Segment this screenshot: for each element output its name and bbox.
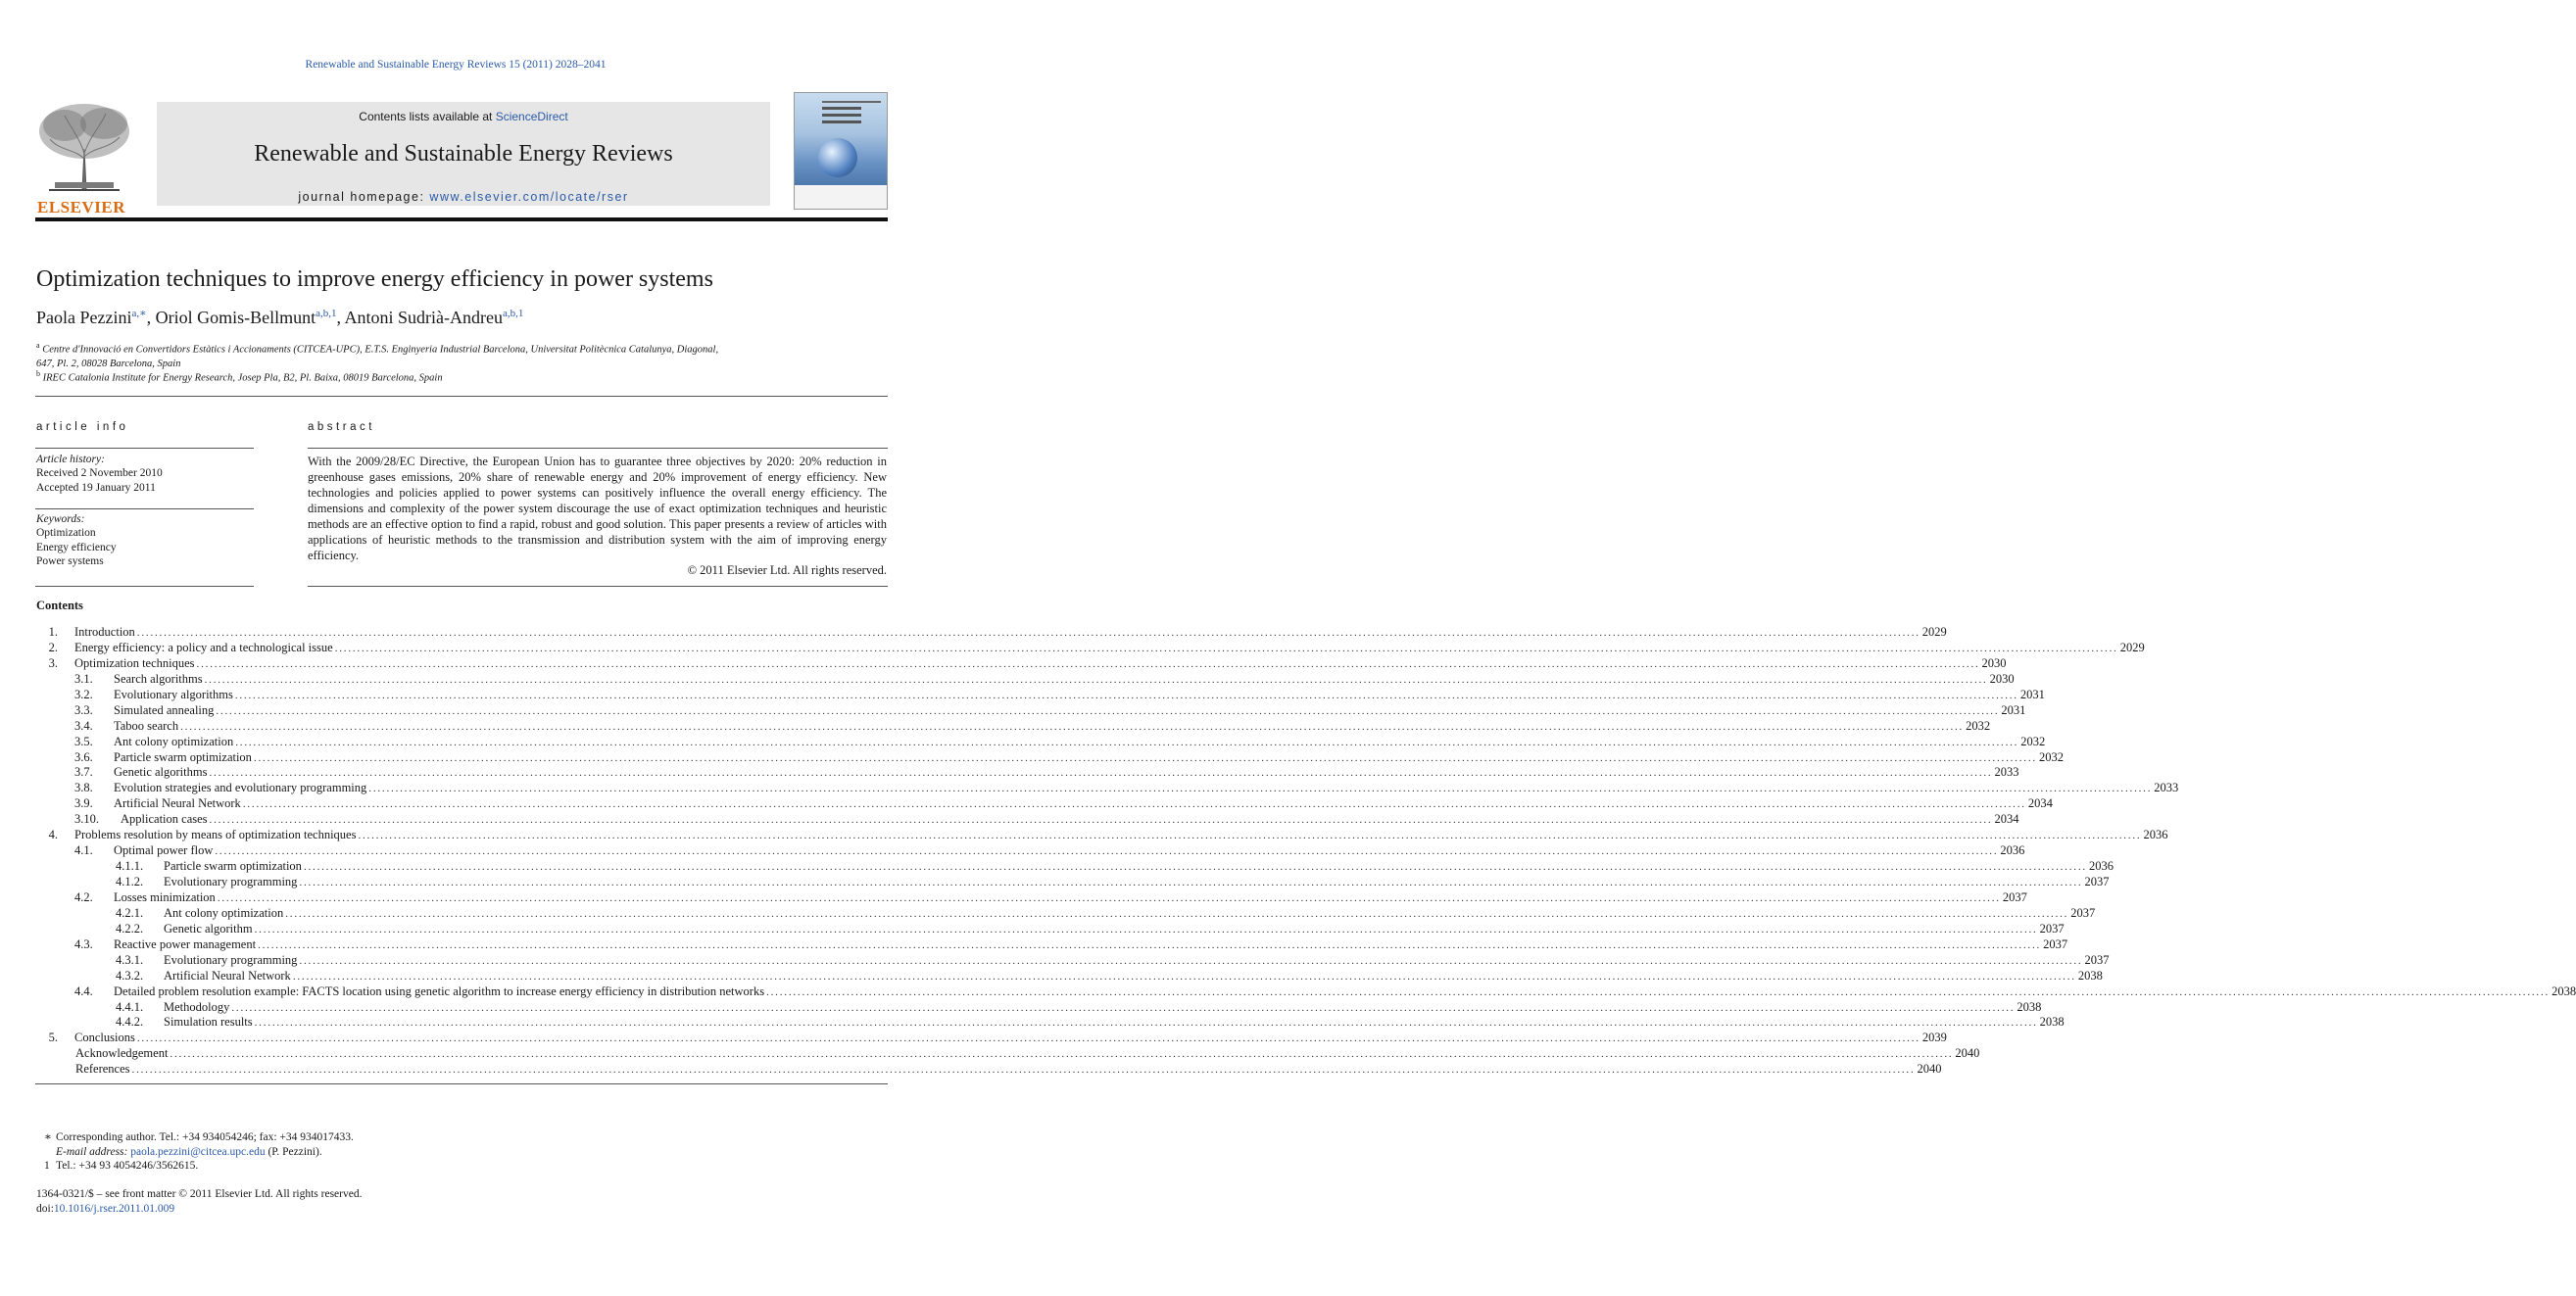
toc-number: 4.4. [74, 984, 93, 998]
toc-leader-dots: ................................................................................................................................................................................................................................................................................................................................................................................................................ [285, 907, 2069, 920]
toc-number: 3.9. [74, 796, 93, 811]
toc-line [114, 749, 2064, 767]
toc-leader-dots: ................................................................................................................................................................................................................................................................................................................................................................................................................ [254, 1017, 2038, 1030]
toc-line [114, 889, 2027, 907]
toc-entry[interactable] [35, 828, 2168, 843]
toc-line [114, 702, 2026, 720]
toc-entry[interactable] [35, 859, 2114, 875]
author-name[interactable]: Paola Pezzini [36, 308, 132, 327]
toc-entry[interactable] [35, 1015, 2065, 1031]
doi-line [36, 1202, 889, 1217]
toc-page-number[interactable]: 2031 [2001, 702, 2026, 717]
toc-number: 3.1. [74, 671, 93, 686]
abstract-text: With the 2009/28/EC Directive, the European Union has to guarantee three objectives by 2020: 20% reduction in greenhouse gases emissions, 20% share of renewable energy and 20% improvement of energy efficiency. New technologies and policies applied to power systems can positively influence the overall energy efficiency. The dimensions and complexity of the power system discourage the use of exact optimization techniques and heuristic methods are an effective option to find a rapid, robust and good solution. This paper presents a review of articles with applications of heuristic methods to the transmission and distribution system with the aim of improving energy efficiency. [308, 455, 887, 562]
article-info-divider [35, 448, 254, 449]
toc-leader-dots: ................................................................................................................................................................................................................................................................................................................................................................................................................ [253, 751, 2037, 764]
toc-leader-dots: ................................................................................................................................................................................................................................................................................................................................................................................................................ [358, 830, 2142, 842]
toc-line [114, 936, 2068, 954]
toc-entry[interactable] [35, 781, 2179, 796]
toc-line [114, 671, 2015, 689]
abstract-divider [308, 448, 888, 449]
toc-page-number[interactable]: 2036 [2143, 828, 2168, 842]
toc-entry[interactable] [35, 999, 2042, 1016]
toc-page-number[interactable]: 2037 [2070, 905, 2096, 920]
abstract-heading: abstract [308, 421, 375, 433]
toc-label[interactable]: Acknowledgement [75, 1046, 169, 1061]
toc-leader-dots: ................................................................................................................................................................................................................................................................................................................................................................................................................ [231, 1001, 2016, 1014]
toc-page-number[interactable]: 2038 [2077, 968, 2103, 983]
homepage-prefix: journal homepage: [298, 190, 430, 204]
journal-cover-thumbnail[interactable] [794, 92, 888, 210]
toc-line [74, 655, 2007, 673]
toc-label[interactable]: Ant colony optimization [114, 734, 234, 748]
cover-title-mark [822, 101, 881, 132]
toc-label[interactable]: Ant colony optimization [164, 905, 284, 920]
toc-page-number[interactable]: 2033 [2154, 781, 2179, 795]
toc-line [74, 640, 2145, 657]
affiliation-mark: a [36, 341, 40, 350]
author-name[interactable]: Antoni Sudrià-Andreu [344, 308, 503, 327]
toc-entry[interactable] [35, 625, 1947, 641]
toc-entry[interactable] [35, 655, 2007, 672]
toc-label[interactable]: Conclusions [74, 1031, 135, 1045]
footnote-mark: ∗ [44, 1131, 52, 1143]
footnote-mark: 1 [44, 1160, 50, 1172]
toc-entry[interactable] [35, 1046, 1980, 1062]
email-note [36, 1145, 889, 1160]
journal-homepage-line [157, 190, 770, 204]
article-title: Optimization techniques to improve energy efficiency in power systems [36, 266, 713, 292]
toc-leader-dots: ................................................................................................................................................................................................................................................................................................................................................................................................................ [368, 783, 2153, 795]
toc-entry[interactable] [35, 905, 2096, 922]
toc-leader-dots: ................................................................................................................................................................................................................................................................................................................................................................................................................ [299, 877, 2083, 888]
toc-number: 4.3.1. [116, 952, 144, 967]
author-separator: , [336, 308, 345, 327]
toc-number: 3. [48, 655, 58, 670]
article-history-label: Article history: [36, 454, 105, 465]
toc-number: 4.1.1. [116, 859, 144, 874]
toc-entry[interactable] [35, 765, 2019, 781]
toc-entry[interactable] [35, 968, 2103, 984]
toc-label[interactable]: Particle swarm optimization [164, 859, 302, 874]
toc-entry[interactable] [35, 812, 2019, 828]
toc-page-number[interactable]: 2036 [2000, 843, 2025, 858]
toc-page-number[interactable]: 2033 [1994, 765, 2019, 780]
contents-heading: Contents [36, 599, 83, 612]
article-history [36, 453, 254, 495]
keyword: Optimization [36, 527, 96, 540]
toc-label[interactable]: Energy efficiency: a policy and a technological issue [74, 640, 333, 654]
cover-footer [795, 185, 887, 209]
toc-page-number[interactable]: 2034 [2027, 796, 2053, 811]
toc-label[interactable]: Detailed problem resolution example: FACTS location using genetic algorithm to increase energy efficiency in distribution networks [114, 984, 765, 998]
toc-number: 3.6. [74, 749, 93, 764]
toc-page-number[interactable]: 2037 [2084, 875, 2110, 888]
toc-label[interactable]: Simulation results [164, 1015, 253, 1030]
toc-page-number[interactable]: 2037 [2039, 921, 2065, 936]
footnote-1 [36, 1159, 889, 1174]
toc-label[interactable]: Optimal power flow [114, 843, 214, 858]
affiliation-text: IREC Catalonia Institute for Energy Research, Josep Pla, B2, Pl. Baixa, 08019 Barcelona, Spain [42, 372, 443, 384]
toc-label[interactable]: Reactive power management [114, 936, 257, 951]
toc-page-number[interactable]: 2029 [2119, 640, 2145, 654]
email-link[interactable]: paola.pezzini@citcea.upc.edu [130, 1145, 266, 1158]
toc-leader-dots: ................................................................................................................................................................................................................................................................................................................................................................................................................ [334, 642, 2118, 654]
toc-number: 4.3. [74, 936, 93, 951]
toc-leader-dots: ................................................................................................................................................................................................................................................................................................................................................................................................................ [254, 923, 2038, 936]
toc-label[interactable]: Search algorithms [114, 671, 203, 686]
keywords [36, 512, 254, 568]
toc-line [114, 984, 2576, 1001]
email-suffix: (P. Pezzini). [265, 1145, 322, 1158]
toc-page-number[interactable]: 2032 [2038, 749, 2064, 764]
toc-number: 3.3. [74, 702, 93, 717]
toc-page-number[interactable]: 2030 [1981, 655, 2007, 670]
toc-leader-dots: ................................................................................................................................................................................................................................................................................................................................................................................................................ [215, 845, 1999, 858]
toc-number: 4.1.2. [116, 875, 144, 888]
toc-label[interactable]: Genetic algorithm [164, 921, 253, 936]
toc-entry[interactable] [35, 875, 2110, 890]
article-info-heading: article info [36, 421, 129, 433]
toc-leader-dots: ................................................................................................................................................................................................................................................................................................................................................................................................................ [170, 1048, 1954, 1061]
toc-leader-dots: ................................................................................................................................................................................................................................................................................................................................................................................................................ [136, 1032, 1920, 1045]
toc-line [164, 875, 2110, 891]
toc-line [114, 843, 2025, 860]
toc-label[interactable]: Evolutionary programming [164, 952, 298, 967]
toc-number: 3.2. [74, 687, 93, 701]
toc-leader-dots: ................................................................................................................................................................................................................................................................................................................................................................................................................ [136, 627, 1920, 639]
publisher-name: ELSEVIER [37, 198, 125, 216]
toc-line [74, 1031, 1947, 1047]
toc-line [164, 999, 2042, 1017]
toc-entry[interactable] [35, 952, 2110, 969]
toc-leader-dots: ................................................................................................................................................................................................................................................................................................................................................................................................................ [303, 861, 2087, 874]
toc-page-number[interactable]: 2036 [2088, 859, 2114, 874]
journal-citation[interactable]: Renewable and Sustainable Energy Reviews 15 (2011) 2028–2041 [305, 59, 607, 71]
toc-line [74, 625, 1947, 642]
toc-line [114, 781, 2179, 797]
toc-entry[interactable] [35, 936, 2068, 953]
toc-line [114, 718, 1991, 736]
toc-label[interactable]: Application cases [121, 812, 208, 827]
doi-label: doi: [36, 1203, 54, 1215]
toc-label[interactable]: Problems resolution by means of optimization techniques [74, 828, 357, 842]
toc-line [114, 734, 2046, 751]
toc-number: 4.2.2. [116, 921, 144, 936]
toc-line [164, 968, 2103, 985]
toc-entry[interactable] [35, 796, 2053, 812]
toc-page-number[interactable]: 2040 [1955, 1046, 1980, 1061]
toc-entry[interactable] [35, 889, 2027, 906]
toc-entry[interactable] [35, 1062, 1942, 1078]
author-name[interactable]: Oriol Gomis-Bellmunt [155, 308, 316, 327]
toc-line [74, 828, 2168, 844]
toc-entry[interactable] [35, 843, 2025, 859]
author-separator: , [146, 308, 156, 327]
tree-icon [35, 100, 133, 194]
toc-leader-dots: ................................................................................................................................................................................................................................................................................................................................................................................................................ [292, 970, 2076, 983]
toc-page-number[interactable]: 2038 [2552, 984, 2576, 998]
masthead-divider [35, 217, 888, 221]
affiliation-text: 647, Pl. 2, 08028 Barcelona, Spain [36, 359, 181, 369]
author-list [36, 307, 889, 328]
toc-label[interactable]: Artificial Neural Network [164, 968, 291, 983]
toc-page-number[interactable]: 2039 [1921, 1031, 1947, 1045]
toc-entry[interactable] [35, 640, 2145, 656]
toc-number: 4.4.2. [116, 1015, 144, 1030]
toc-line [114, 796, 2053, 813]
abstract-copyright: © 2011 Elsevier Ltd. All rights reserved. [687, 563, 887, 577]
elsevier-tree-logo [35, 100, 133, 214]
toc-page-number[interactable]: 2032 [2020, 734, 2046, 748]
author-affiliation-mark[interactable]: a,b,1 [316, 308, 337, 319]
toc-number: 4.2.1. [116, 905, 144, 920]
toc-number: 1. [48, 625, 58, 639]
toc-page-number[interactable]: 2029 [1921, 625, 1947, 639]
toc-label[interactable]: Evolutionary programming [164, 875, 298, 888]
toc-page-number[interactable]: 2030 [1989, 671, 2015, 686]
toc-line [164, 859, 2114, 876]
toc-leader-dots: ................................................................................................................................................................................................................................................................................................................................................................................................................ [234, 689, 2018, 701]
toc-number: 3.10. [74, 812, 99, 827]
toc-line [114, 687, 2045, 704]
globe-icon [818, 138, 857, 177]
toc-leader-dots: ................................................................................................................................................................................................................................................................................................................................................................................................................ [217, 891, 2001, 904]
toc-number: 4.1. [74, 843, 93, 858]
affiliation-b [36, 367, 889, 386]
toc-leader-dots: ................................................................................................................................................................................................................................................................................................................................................................................................................ [299, 954, 2083, 967]
toc-number: 4. [48, 828, 58, 842]
toc-entry[interactable] [35, 749, 2064, 766]
toc-page-number[interactable]: 2031 [2019, 687, 2045, 701]
toc-line [164, 952, 2110, 970]
abstract-bottom-rule [308, 586, 888, 587]
toc-leader-dots: ................................................................................................................................................................................................................................................................................................................................................................................................................ [131, 1064, 1916, 1077]
toc-line [121, 812, 2019, 829]
toc-label[interactable]: Losses minimization [114, 889, 216, 904]
toc-leader-dots: ................................................................................................................................................................................................................................................................................................................................................................................................................ [204, 673, 1988, 686]
toc-leader-dots: ................................................................................................................................................................................................................................................................................................................................................................................................................ [209, 814, 1993, 827]
toc-entry[interactable] [35, 984, 2576, 1000]
toc-entry[interactable] [35, 671, 2015, 688]
contents-available-line [157, 110, 770, 123]
toc-entry[interactable] [35, 687, 2045, 703]
keyword: Energy efficiency [36, 541, 117, 553]
accepted-date: Accepted 19 January 2011 [36, 481, 156, 494]
affiliation-text: Centre d'Innovació en Convertidors Estàtics i Accionaments (CITCEA-UPC), E.T.S. Enginyeria Industrial Barcelona, Universitat Politècnica Catalunya, Diagonal, [42, 344, 719, 356]
toc-number: 5. [48, 1031, 58, 1045]
toc-label[interactable]: Evolution strategies and evolutionary programming [114, 781, 367, 795]
toc-line [114, 765, 2019, 782]
toc-line [75, 1062, 1942, 1079]
toc-line [75, 1046, 1980, 1063]
toc-entry[interactable] [35, 734, 2046, 750]
toc-label[interactable]: Evolutionary algorithms [114, 687, 233, 701]
contents-available-prefix: Contents lists available at [359, 110, 496, 123]
toc-number: 2. [48, 640, 58, 654]
author-affiliation-mark[interactable]: a,b,1 [502, 308, 524, 319]
article-info-bottom-rule [35, 586, 254, 587]
toc-label[interactable]: Introduction [74, 625, 135, 639]
issn-line: 1364-0321/$ – see front matter © 2011 Elsevier Ltd. All rights reserved. [36, 1188, 363, 1200]
doi-link[interactable]: 10.1016/j.rser.2011.01.009 [53, 1203, 175, 1215]
footnote-1-text: Tel.: +34 93 4054246/3562615. [56, 1160, 199, 1172]
toc-page-number[interactable]: 2037 [2084, 952, 2110, 967]
toc-label[interactable]: Genetic algorithms [114, 765, 208, 780]
contents-bottom-rule [35, 1083, 888, 1084]
toc-leader-dots: ................................................................................................................................................................................................................................................................................................................................................................................................................ [209, 767, 1993, 780]
toc-entry[interactable] [35, 718, 1991, 735]
corresponding-author-text: Corresponding author. Tel.: +34 934054246; fax: +34 934017433. [56, 1131, 354, 1143]
toc-number: 4.4.1. [116, 999, 144, 1014]
toc-number: 3.7. [74, 765, 93, 780]
toc-number: 4.3.2. [116, 968, 144, 983]
toc-page-number[interactable]: 2037 [2002, 889, 2027, 904]
toc-label[interactable]: Simulated annealing [114, 702, 215, 717]
toc-line [164, 905, 2096, 923]
author-affiliation-mark[interactable]: a,∗ [131, 308, 147, 319]
toc-leader-dots: ................................................................................................................................................................................................................................................................................................................................................................................................................ [180, 720, 1965, 733]
issn-block [36, 1187, 889, 1217]
toc-leader-dots: ................................................................................................................................................................................................................................................................................................................................................................................................................ [235, 736, 2019, 748]
journal-banner [157, 102, 770, 206]
toc-entry[interactable] [35, 1031, 1947, 1046]
toc-number: 3.5. [74, 734, 93, 748]
toc-leader-dots: ................................................................................................................................................................................................................................................................................................................................................................................................................ [242, 798, 2026, 811]
toc-leader-dots: ................................................................................................................................................................................................................................................................................................................................................................................................................ [258, 938, 2042, 951]
keywords-divider [35, 508, 254, 509]
affiliation-mark: b [36, 369, 40, 378]
toc-number: 3.4. [74, 718, 93, 733]
toc-page-number[interactable]: 2037 [2043, 936, 2068, 951]
toc-page-number[interactable]: 2038 [2039, 1015, 2065, 1030]
keywords-label: Keywords: [36, 513, 85, 525]
toc-page-number[interactable]: 2038 [2017, 999, 2042, 1014]
toc-label[interactable]: Optimization techniques [74, 655, 195, 670]
email-label: E-mail address: [56, 1145, 131, 1158]
sciencedirect-link[interactable]: ScienceDirect [495, 110, 568, 123]
toc-label[interactable]: Taboo search [114, 718, 179, 733]
toc-page-number[interactable]: 2034 [1994, 812, 2019, 827]
keyword: Power systems [36, 554, 104, 567]
journal-masthead [35, 92, 888, 221]
toc-label[interactable]: Methodology [164, 999, 230, 1014]
toc-label[interactable]: Artificial Neural Network [114, 796, 241, 811]
toc-page-number[interactable]: 2040 [1917, 1062, 1942, 1077]
toc-leader-dots: ................................................................................................................................................................................................................................................................................................................................................................................................................ [196, 657, 1980, 670]
toc-line [164, 1015, 2065, 1032]
homepage-link[interactable]: www.elsevier.com/locate/rser [429, 190, 629, 204]
toc-number: 4.2. [74, 889, 93, 904]
received-date: Received 2 November 2010 [36, 467, 163, 480]
section-divider [35, 396, 888, 397]
toc-entry[interactable] [35, 921, 2065, 937]
toc-label[interactable]: References [75, 1062, 130, 1077]
corresponding-author-note [36, 1130, 889, 1145]
journal-name: Renewable and Sustainable Energy Reviews [254, 141, 673, 167]
toc-line [164, 921, 2065, 938]
toc-number: 3.8. [74, 781, 93, 795]
table-of-contents [35, 625, 2576, 1078]
footnotes [36, 1130, 889, 1174]
toc-page-number[interactable]: 2032 [1966, 718, 1991, 733]
toc-label[interactable]: Particle swarm optimization [114, 749, 252, 764]
toc-entry[interactable] [35, 702, 2026, 719]
toc-leader-dots: ................................................................................................................................................................................................................................................................................................................................................................................................................ [216, 704, 2000, 717]
toc-leader-dots: ................................................................................................................................................................................................................................................................................................................................................................................................................ [766, 985, 2551, 998]
